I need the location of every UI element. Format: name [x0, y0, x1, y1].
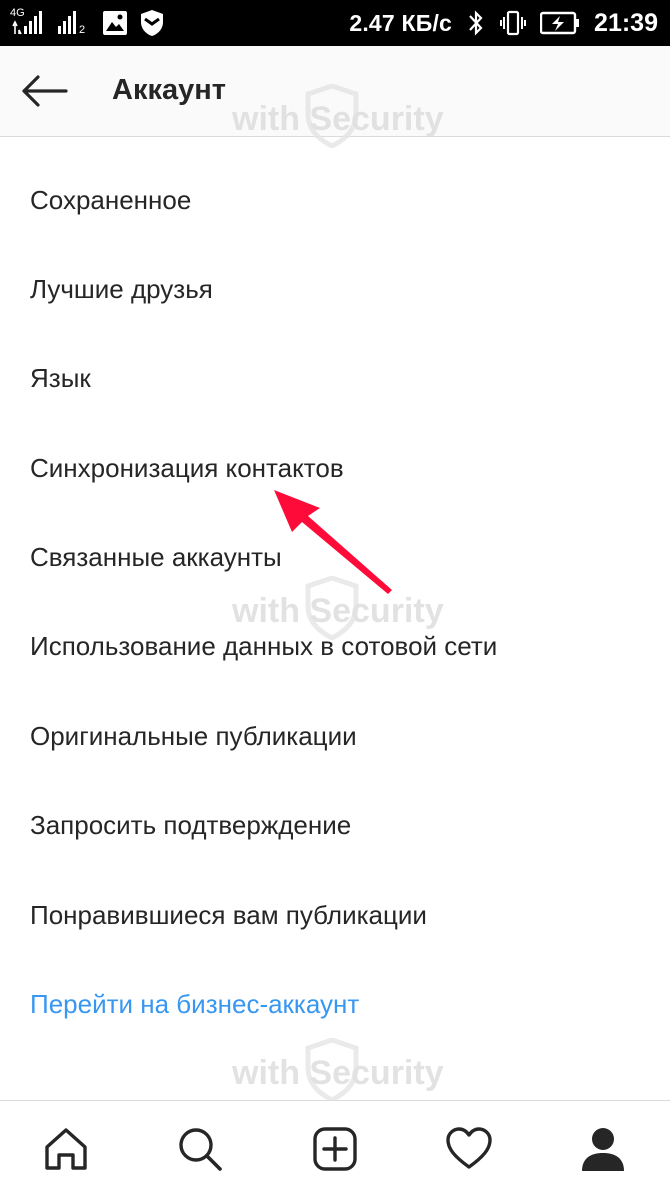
sim2-signal	[56, 8, 90, 38]
watermark-text: with Security	[232, 1054, 444, 1092]
nav-activity[interactable]	[441, 1121, 497, 1177]
menu-item-contacts-sync[interactable]: Синхронизация контактов	[30, 453, 344, 483]
shield-notification-icon	[140, 9, 164, 37]
image-notification-icon	[102, 10, 128, 36]
network-speed: 2.47 КБ/с	[349, 9, 453, 36]
search-icon	[176, 1125, 224, 1173]
menu-item-liked-posts[interactable]: Понравившиеся вам публикации	[30, 900, 427, 930]
battery-charging-icon	[540, 11, 580, 35]
watermark-text: with Security	[232, 100, 444, 138]
network-type-label: 4G	[10, 7, 25, 19]
page-title: Аккаунт	[112, 74, 226, 106]
menu-item-original-posts[interactable]: Оригинальные публикации	[30, 721, 357, 751]
nav-home[interactable]	[38, 1121, 94, 1177]
nav-profile[interactable]	[575, 1121, 631, 1177]
status-bar-right	[349, 0, 658, 46]
menu-item-language[interactable]: Язык	[30, 363, 91, 393]
bottom-nav	[0, 1100, 670, 1193]
app-header	[0, 46, 670, 137]
clock: 21:39	[594, 8, 658, 37]
menu-item-switch-to-business[interactable]: Перейти на бизнес-аккаунт	[30, 989, 360, 1019]
menu-item-request-verification[interactable]: Запросить подтверждение	[30, 810, 352, 840]
vibrate-icon	[500, 8, 526, 38]
annotation-arrow	[268, 486, 398, 596]
menu-item-close-friends[interactable]: Лучшие друзья	[30, 274, 213, 304]
shield-watermark-icon	[304, 1038, 360, 1102]
sim1-signal	[10, 8, 44, 38]
menu-item-saved[interactable]: Сохраненное	[30, 185, 192, 215]
back-button[interactable]	[18, 69, 70, 113]
nav-add-post[interactable]	[307, 1121, 363, 1177]
watermark-text: with Security	[232, 592, 444, 630]
arrow-left-icon	[20, 74, 68, 108]
sim2-index: 2	[79, 24, 86, 36]
nav-search[interactable]	[172, 1121, 228, 1177]
bluetooth-icon	[466, 8, 486, 38]
profile-icon	[579, 1125, 627, 1173]
add-post-icon	[311, 1125, 359, 1173]
status-bar-left	[10, 0, 164, 46]
menu-item-linked-accounts[interactable]: Связанные аккаунты	[30, 542, 282, 572]
signal-icon	[10, 8, 44, 38]
home-icon	[42, 1125, 90, 1173]
heart-icon	[445, 1125, 493, 1173]
watermark-logo	[232, 1044, 452, 1104]
status-bar	[0, 0, 670, 46]
menu-item-cellular-data[interactable]: Использование данных в сотовой сети	[30, 631, 498, 661]
